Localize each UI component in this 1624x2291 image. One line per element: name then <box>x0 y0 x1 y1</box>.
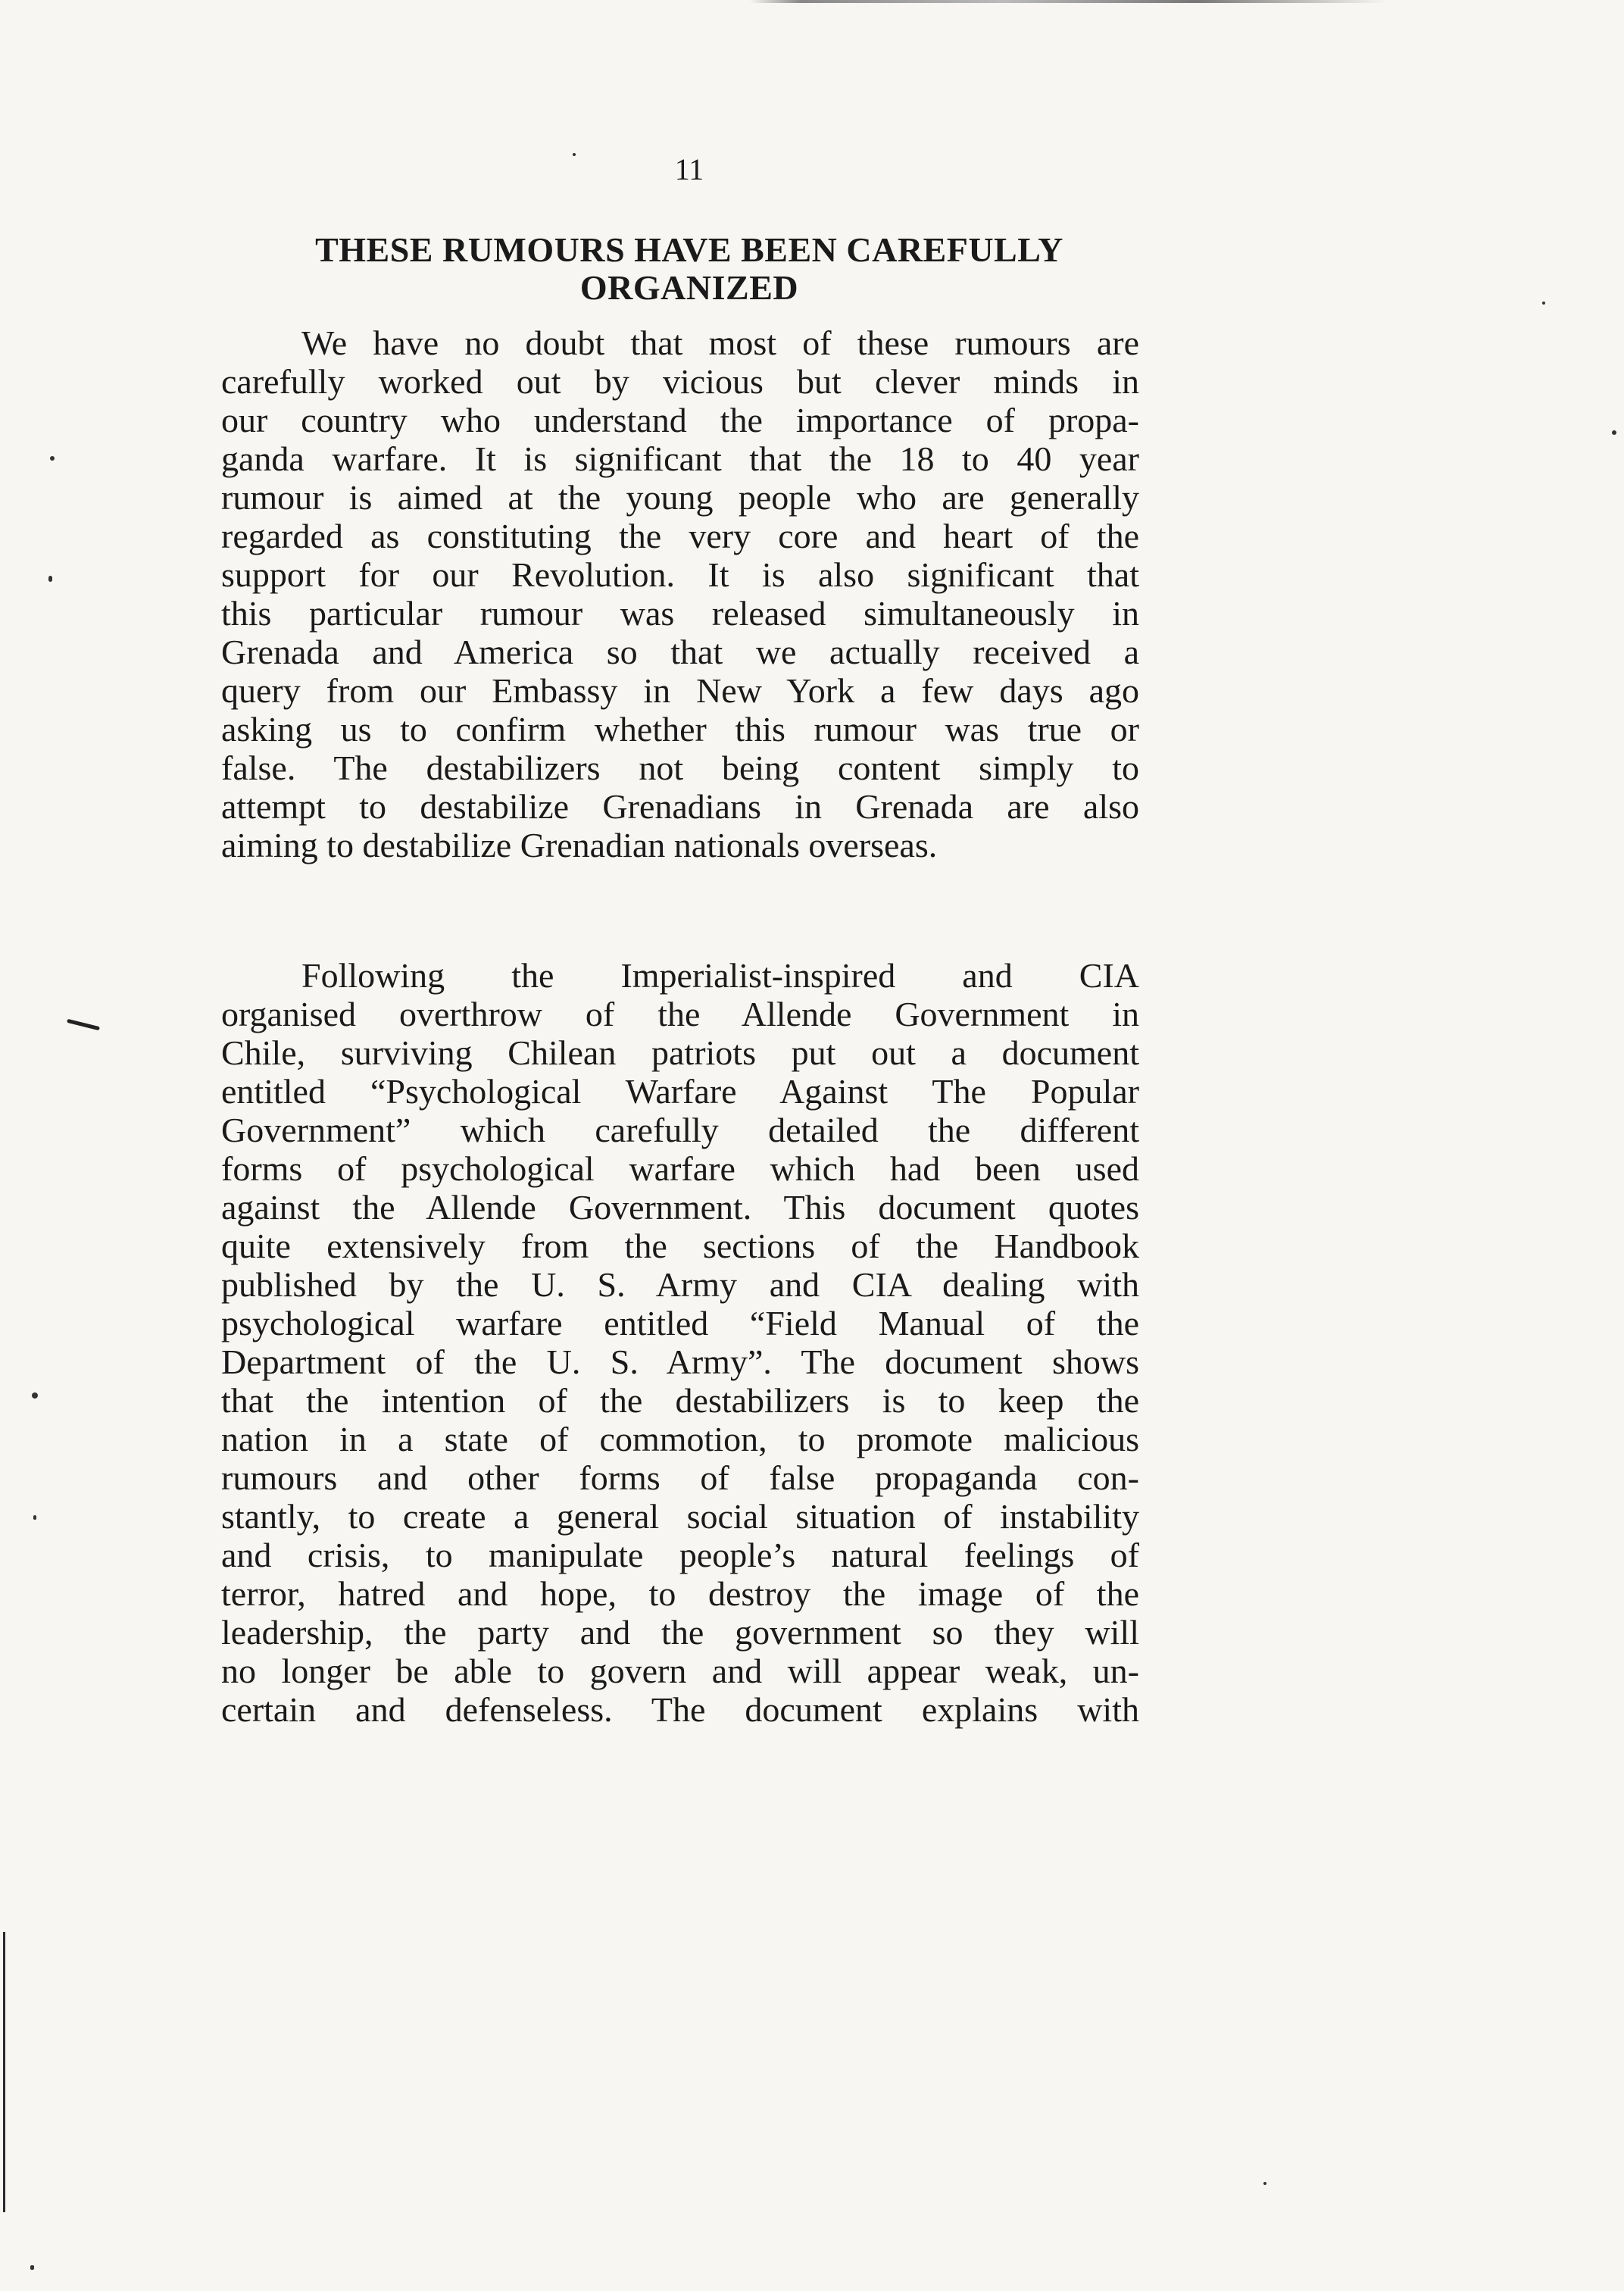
scan-speck <box>573 153 576 156</box>
paragraph-line: this particular rumour was released simultaneously in <box>221 594 1139 633</box>
paragraph-line: Following the Imperialist-inspired and CIA <box>301 956 1139 995</box>
margin-curl-mark <box>67 1019 100 1030</box>
scan-speck <box>48 576 52 582</box>
paragraph-line: stantly, to create a general social situation of instability <box>221 1497 1139 1536</box>
paragraph-2 <box>221 956 1139 1729</box>
paragraph-line: our country who understand the importance of propa- <box>221 401 1139 439</box>
paragraph-line: entitled “Psychological Warfare Against The Popular <box>221 1072 1139 1111</box>
scan-speck <box>32 1392 38 1399</box>
scan-speck <box>1542 302 1545 305</box>
section-heading-line-1: THESE RUMOURS HAVE BEEN CAREFULLY <box>315 230 1063 269</box>
paragraph-line: nation in a state of commotion, to promote malicious <box>221 1420 1139 1458</box>
paragraph-line: quite extensively from the sections of the Handbook <box>221 1227 1139 1265</box>
paragraph-line: aiming to destabilize Grenadian nationals overseas. <box>221 826 938 864</box>
paragraph-line: Chile, surviving Chilean patriots put out a document <box>221 1033 1139 1072</box>
paragraph-line: published by the U. S. Army and CIA dealing with <box>221 1265 1139 1304</box>
scan-edge-artifact <box>750 0 1386 3</box>
scan-speck <box>33 1515 36 1520</box>
paragraph-line: We have no doubt that most of these rumours are <box>301 323 1139 362</box>
paragraph-line: false. The destabilizers not being content simply to <box>221 749 1139 787</box>
paragraph-line: ganda warfare. It is significant that the 18 to 40 year <box>221 439 1139 478</box>
paragraph-line: Grenada and America so that we actually received a <box>221 633 1139 671</box>
paragraph-line: attempt to destabilize Grenadians in Grenada are also <box>221 787 1139 826</box>
paragraph-line: leadership, the party and the government so they will <box>221 1613 1139 1652</box>
paragraph-line: that the intention of the destabilizers is to keep the <box>221 1381 1139 1420</box>
page-number: 11 <box>674 152 704 186</box>
paragraph-line: no longer be able to govern and will appear weak, un- <box>221 1652 1139 1690</box>
paragraph-line: Department of the U. S. Army”. The document shows <box>221 1342 1139 1381</box>
paragraph-line: support for our Revolution. It is also significant that <box>221 555 1139 594</box>
scan-speck <box>1612 430 1616 435</box>
paragraph-line: terror, hatred and hope, to destroy the image of the <box>221 1574 1139 1613</box>
paragraph-line: against the Allende Government. This document quotes <box>221 1188 1139 1227</box>
paragraph-line: rumour is aimed at the young people who are generally <box>221 478 1139 517</box>
paragraph-line: psychological warfare entitled “Field Manual of the <box>221 1304 1139 1342</box>
paragraph-line: asking us to confirm whether this rumour was true or <box>221 710 1139 749</box>
paragraph-line: carefully worked out by vicious but clever minds in <box>221 362 1139 401</box>
paragraph-line: organised overthrow of the Allende Government in <box>221 995 1139 1033</box>
left-edge-line <box>3 1932 5 2212</box>
paragraph-line: regarded as constituting the very core and heart of the <box>221 517 1139 555</box>
scan-speck <box>30 2265 34 2270</box>
paragraph-line: query from our Embassy in New York a few days ago <box>221 671 1139 710</box>
section-heading-line-2: ORGANIZED <box>579 268 799 307</box>
paragraph-line: forms of psychological warfare which had been used <box>221 1149 1139 1188</box>
paragraph-line: Government” which carefully detailed the different <box>221 1111 1139 1149</box>
scan-speck <box>50 456 55 461</box>
paragraph-1 <box>221 323 1139 864</box>
paragraph-line: rumours and other forms of false propaganda con- <box>221 1458 1139 1497</box>
scan-speck <box>1263 2182 1266 2185</box>
paragraph-line: and crisis, to manipulate people’s natural feelings of <box>221 1536 1139 1574</box>
paragraph-line: certain and defenseless. The document explains with <box>221 1690 1139 1729</box>
